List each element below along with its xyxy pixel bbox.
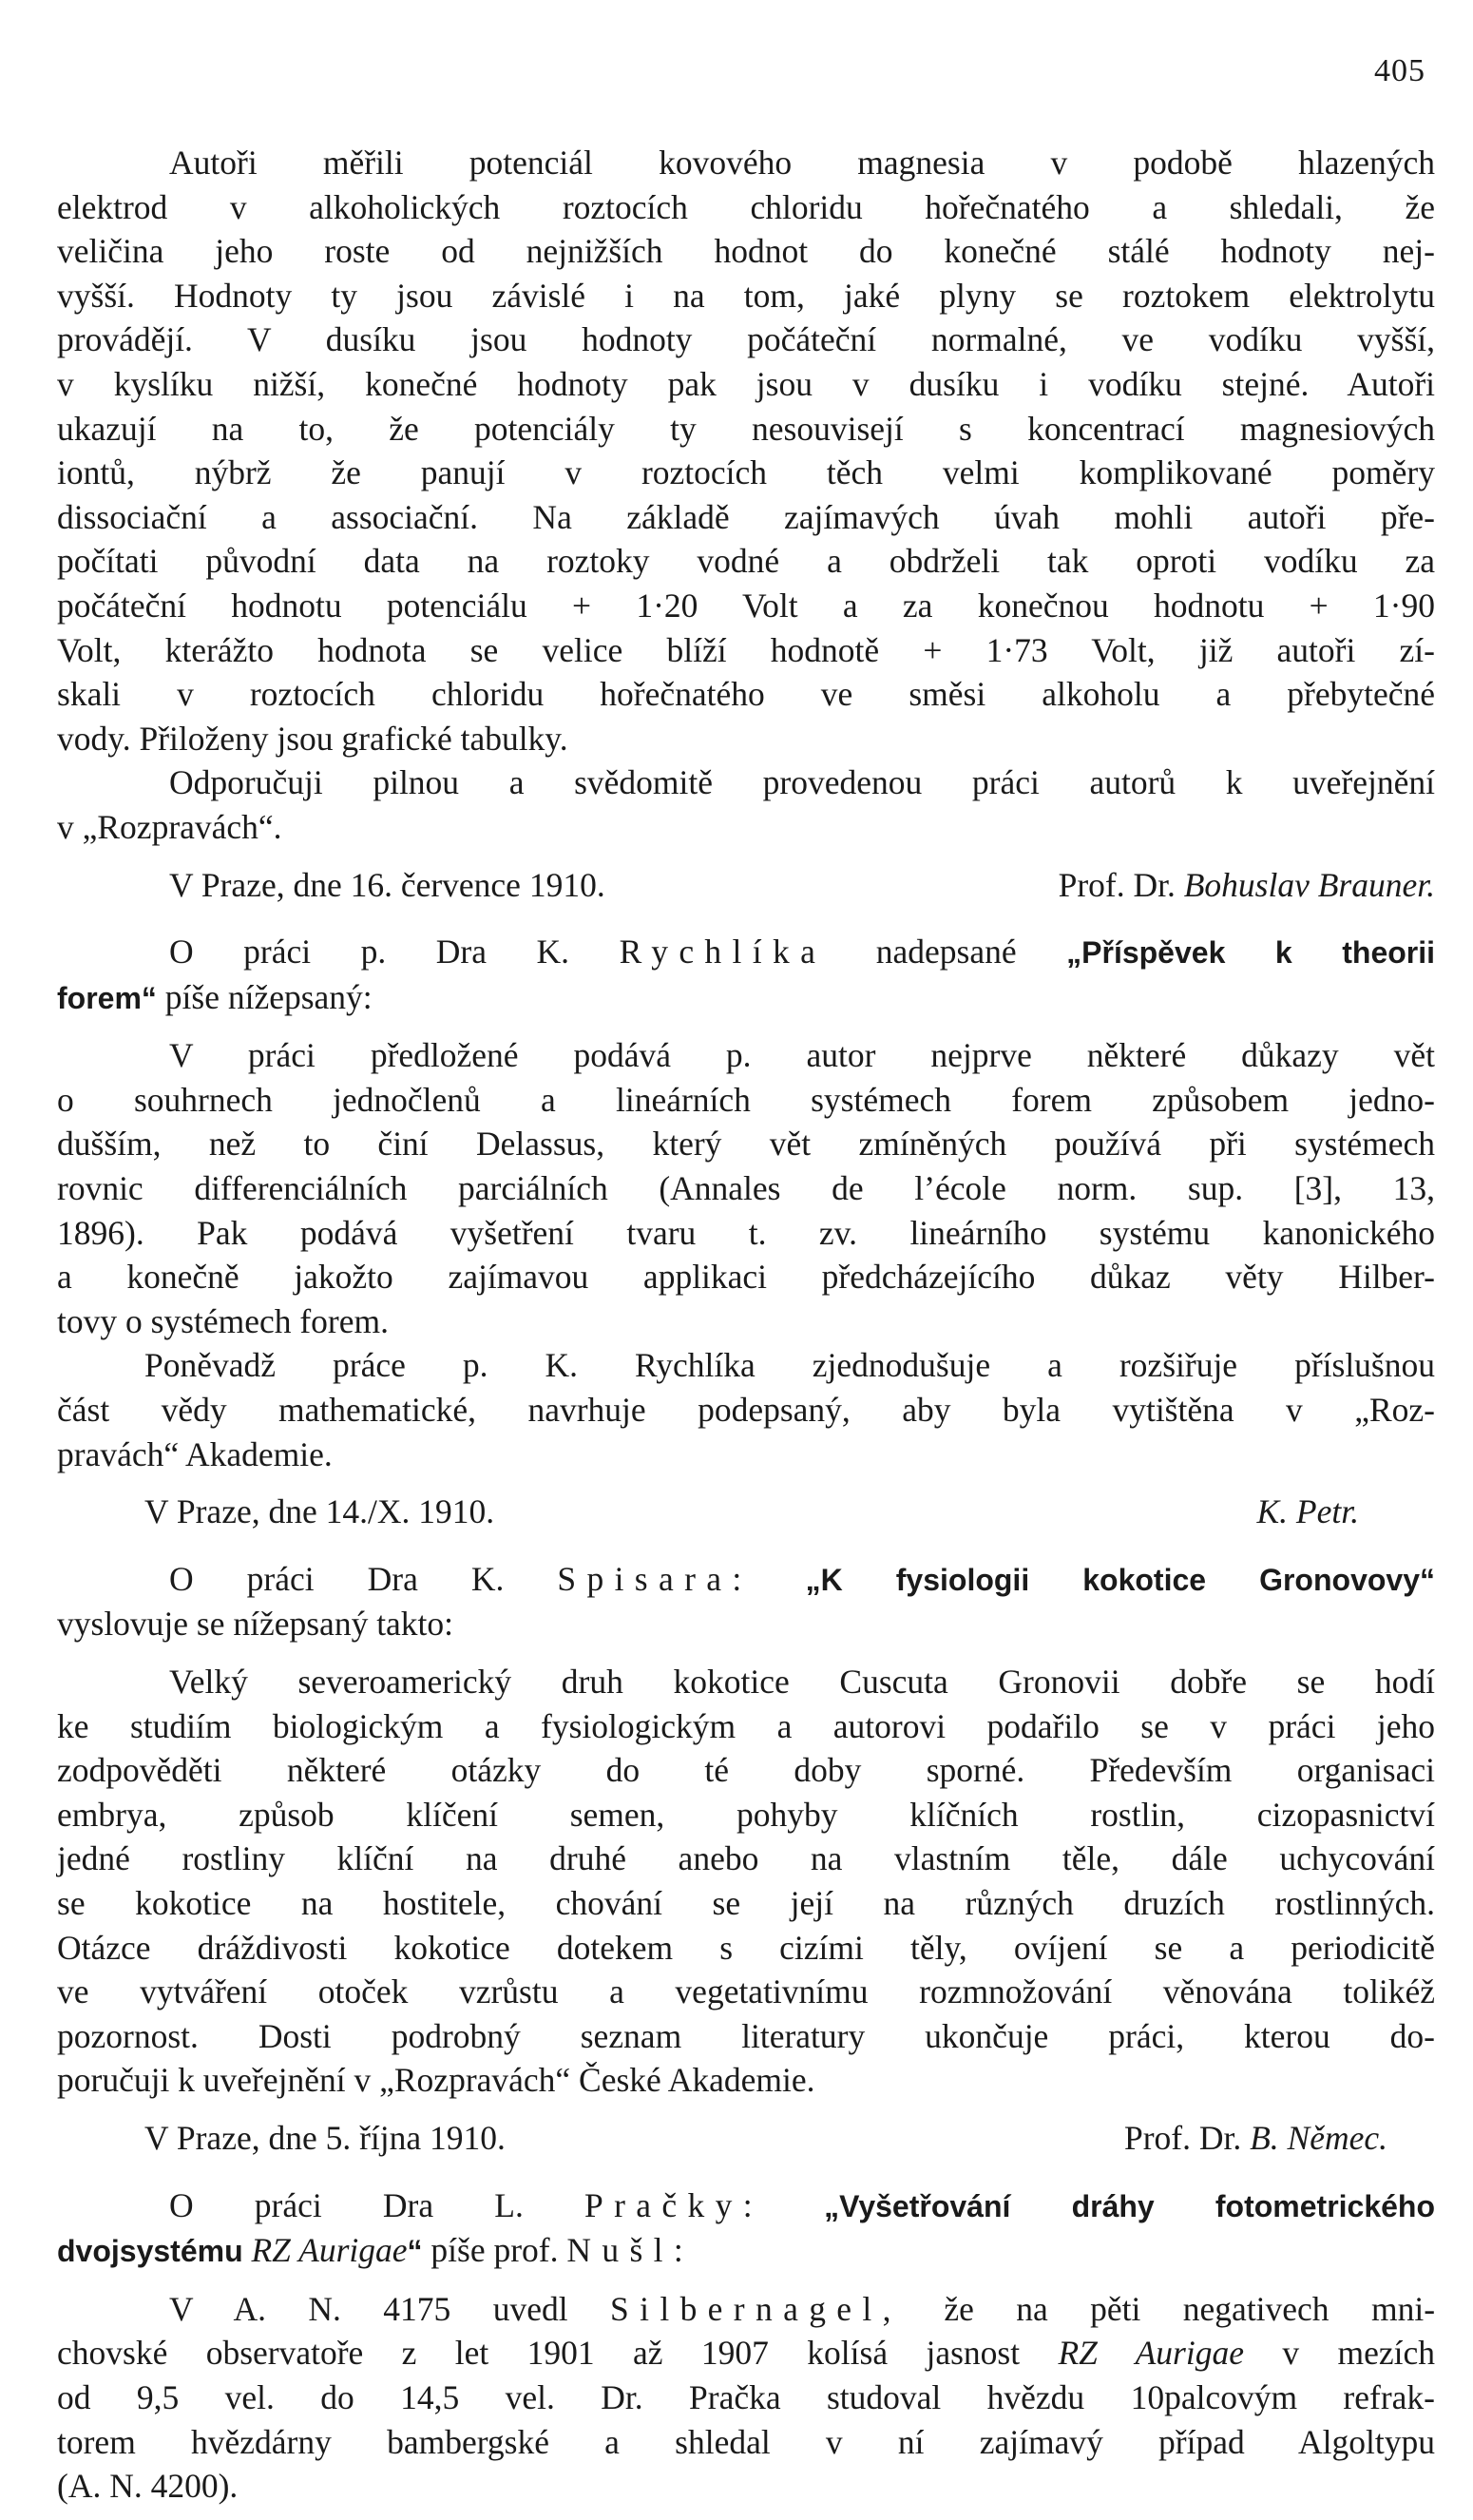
- section-intro-cont: vyslovuje se nížepsaný takto:: [57, 1605, 454, 1644]
- section-intro-cont: dvojsystému RZ Aurigae“ píše prof. Nušl:: [57, 2231, 695, 2270]
- text-line: dušším, než to činí Delassus, který vět zmíněných používá při systémech: [57, 1125, 1435, 1164]
- text-line: chovské observatoře z let 1901 až 1907 kolísá jasnost RZ Aurigae v mezích: [57, 2334, 1435, 2373]
- text-line: a konečně jakožto zajímavou applikaci předcházejícího důkaz věty Hilber-: [57, 1258, 1435, 1297]
- text-line: se kokotice na hostitele, chování se její na různých druzích rostlinných.: [57, 1883, 1435, 1922]
- text-line: ve vytváření otoček vzrůstu a vegetativnímu rozmnožování věnována tolikéž: [57, 1972, 1435, 2011]
- text-line: provádějí. V dusíku jsou hodnoty počáteční normalné, ve vodíku vyšší,: [57, 320, 1435, 359]
- report-spisar: [57, 1557, 1435, 2161]
- signature-place-date: V Praze, dne 14./X. 1910.: [144, 1492, 495, 1531]
- text-line: jedné rostliny klíční na druhé anebo na vlastním těle, dále uchycování: [57, 1839, 1435, 1878]
- signature-brauner: [57, 863, 1435, 908]
- text-line: Poněvadž práce p. K. Rychlíka zjednodušuje a rozšiřuje příslušnou: [144, 1346, 1435, 1385]
- text-line: veličina jeho roste od nejnižších hodnot do konečné stálé hodnoty nej-: [57, 232, 1435, 271]
- text-line: Otázce dráždivosti kokotice dotekem s cizími těly, ovíjení se a periodicitě: [57, 1928, 1435, 1967]
- text-line: počítati původní data na roztoky vodné a obdrželi tak oproti vodíku za: [57, 542, 1435, 581]
- text-line: vyšší. Hodnoty ty jsou závislé i na tom, jaké plyny se roztokem elektrolytu: [57, 276, 1435, 315]
- text-line: torem hvězdárny bambergské a shledal v ní zajímavý případ Algoltypu: [57, 2422, 1435, 2461]
- text-line: část vědy mathematické, navrhuje podepsaný, aby byla vytištěna v „Roz-: [57, 1391, 1435, 1430]
- text-line: Velký severoamerický druh kokotice Cuscuta Gronovii dobře se hodí: [169, 1663, 1435, 1701]
- text-line: pozornost. Dosti podrobný seznam literatury ukončuje práci, kterou do-: [57, 2016, 1435, 2055]
- text-line: V práci předložené podává p. autor nejprve některé důkazy vět: [169, 1036, 1435, 1075]
- text-line: počáteční hodnotu potenciálu + 1·20 Volt a za konečnou hodnotu + 1·90: [57, 586, 1435, 625]
- text-line: v kyslíku nižší, konečné hodnoty pak jsou v dusíku i vodíku stejné. Autoři: [57, 364, 1435, 403]
- section-intro: O práci Dra K. Spisara: „K fysiologii kokotice Gronovovy“: [169, 1559, 1436, 1598]
- signature-petr: [57, 1490, 1435, 1534]
- text-line: od 9,5 vel. do 14,5 vel. Dr. Pračka studoval hvězdu 10palcovým refrak-: [57, 2377, 1435, 2416]
- signature-author: Prof. Dr. B. Němec.: [1123, 2118, 1387, 2157]
- section-intro: O práci Dra L. Pračky: „Vyšetřování dráhy fotometrického: [169, 2185, 1436, 2224]
- section-intro-cont: forem“ píše nížepsaný:: [57, 977, 373, 1016]
- section-intro: O práci p. Dra K. Rychlíka nadepsané „Příspěvek k theorii: [169, 933, 1436, 971]
- text-line: poručuji k uveřejnění v „Rozpravách“ České Akademie.: [57, 2061, 815, 2100]
- text-line: embrya, způsob klíčení semen, pohyby klíčních rostlin, cizopasnictví: [57, 1795, 1435, 1834]
- recommendation-paragraph: [57, 760, 1435, 849]
- text-line: (A. N. 4200).: [57, 2467, 239, 2506]
- report-pracka: [57, 2183, 1435, 2509]
- text-line: zodpověděti některé otázky do té doby sporné. Především organisaci: [57, 1751, 1435, 1790]
- signature-nemec: [57, 2116, 1435, 2161]
- text-line: ukazují na to, že potenciály ty nesouvisejí s koncentrací magnesiových: [57, 409, 1435, 448]
- signature-place-date: V Praze, dne 16. července 1910.: [169, 865, 605, 904]
- text-line: Volt, kterážto hodnota se velice blíží hodnotě + 1·73 Volt, již autoři zí-: [57, 630, 1435, 669]
- text-line: 1896). Pak podává vyšetření tvaru t. zv. lineárního systému kanonického: [57, 1213, 1435, 1252]
- text-line: tovy o systémech forem.: [57, 1301, 390, 1340]
- page-body: [57, 141, 1435, 2509]
- text-line: dissociační a associační. Na základě zajímavých úvah mohli autoři pře-: [57, 497, 1435, 536]
- text-line: vody. Přiloženy jsou grafické tabulky.: [57, 719, 568, 758]
- signature-author: K. Petr.: [1256, 1492, 1359, 1531]
- text-line: V A. N. 4175 uvedl Silbernagel, že na pěti negativech mni-: [169, 2289, 1436, 2328]
- text-line: v „Rozpravách“.: [57, 807, 282, 846]
- text-line: pravách“ Akademie.: [57, 1434, 333, 1473]
- text-line: Autoři měřili potenciál kovového magnesia v podobě hlazených: [169, 144, 1435, 182]
- text-line: iontů, nýbrž že panují v roztocích těch velmi komplikované poměry: [57, 453, 1435, 492]
- text-line: elektrod v alkoholických roztocích chloridu hořečnatého a shledali, že: [57, 187, 1435, 226]
- text-line: ke studiím biologickým a fysiologickým a autorovi podařilo se v práci jeho: [57, 1706, 1435, 1745]
- text-line: skali v roztocích chloridu hořečnatého ve směsi alkoholu a přebytečné: [57, 675, 1435, 714]
- signature-place-date: V Praze, dne 5. října 1910.: [144, 2118, 506, 2157]
- signature-author: Prof. Dr. Bohuslav Brauner.: [1058, 865, 1435, 904]
- text-line: o souhrnech jednočlenů a lineárních systémech forem způsobem jedno-: [57, 1080, 1435, 1119]
- report-rychlik: [57, 930, 1435, 1534]
- page-number: 405: [1374, 53, 1425, 88]
- text-line: rovnic differenciálních parciálních (Annales de l’école norm. sup. [3], 13,: [57, 1169, 1435, 1208]
- text-line: Odporučuji pilnou a svědomitě provedenou práci autorů k uveřejnění: [169, 763, 1435, 802]
- report-paragraph-magnesium: [57, 141, 1435, 760]
